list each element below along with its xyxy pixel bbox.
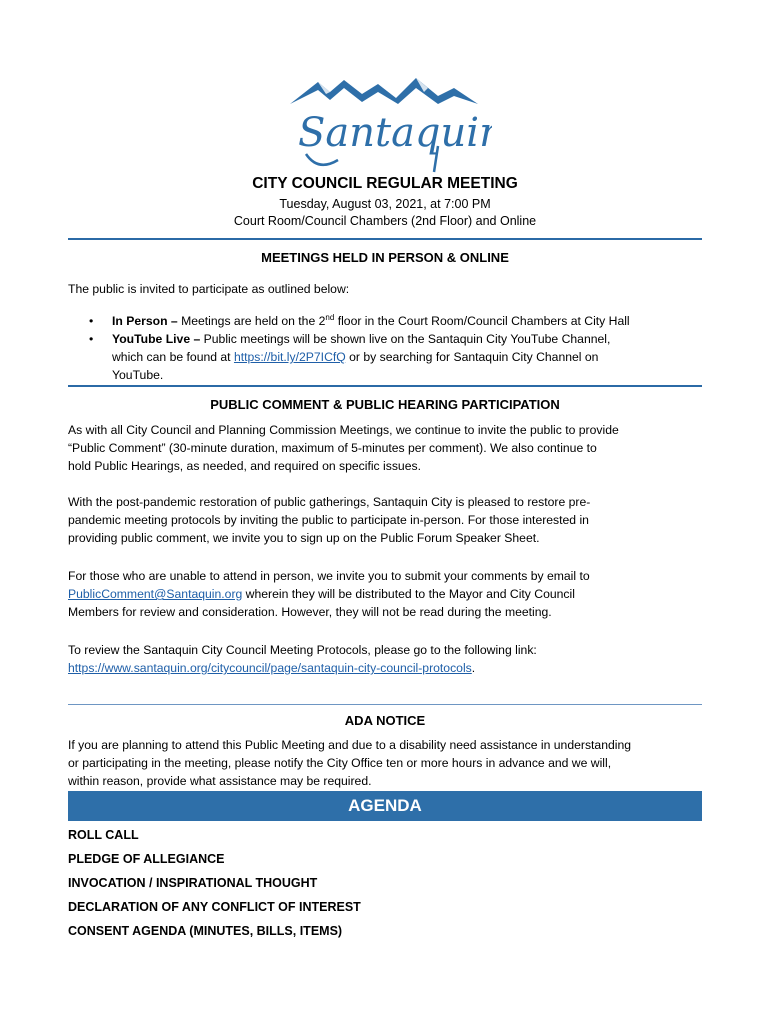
text-line	[68, 659, 708, 677]
text-line: “Public Comment” (30-minute duration, maximum of 5-minutes per comment). We also continue to	[68, 441, 597, 455]
meeting-location: Court Room/Council Chambers (2nd Floor) and Online	[233, 214, 537, 228]
text-line: providing public comment, we invite you to sign up on the Public Forum Speaker Sheet.	[68, 531, 540, 545]
meetings-intro: The public is invited to participate as outlined below:	[68, 282, 350, 296]
section-heading-public-comment: PUBLIC COMMENT & PUBLIC HEARING PARTICIPATION	[210, 397, 560, 412]
bullet-text: which can be found at	[112, 350, 234, 364]
agenda-item: DECLARATION OF ANY CONFLICT OF INTEREST	[68, 900, 361, 914]
superscript: nd	[325, 312, 335, 322]
bullet-text: or by searching for Santaquin City Channel on	[345, 350, 599, 364]
text-fragment: wherein they will be distributed to the Mayor and City Council	[242, 587, 575, 601]
divider	[68, 385, 702, 387]
agenda-item: ROLL CALL	[68, 828, 139, 842]
divider	[68, 704, 702, 705]
list-item	[86, 312, 706, 330]
text-line	[68, 585, 708, 603]
text-line: within reason, provide what assistance may be required.	[68, 774, 372, 788]
public-comment-paragraph-3	[68, 567, 708, 621]
text-line: For those who are unable to attend in person, we invite you to submit your comments by email to	[68, 569, 590, 583]
bullet-text: YouTube.	[112, 368, 164, 382]
text-line: To review the Santaquin City Council Meeting Protocols, please go to the following link:	[68, 643, 537, 657]
bullet-icon: •	[89, 314, 94, 328]
bullet-label: In Person –	[112, 314, 178, 328]
public-comment-paragraph-2	[68, 493, 708, 547]
agenda-item: CONSENT AGENDA (MINUTES, BILLS, ITEMS)	[68, 924, 343, 938]
text-line: pandemic meeting protocols by inviting the public to participate in-person. For those interested in	[68, 513, 589, 527]
public-comment-paragraph-1	[68, 421, 708, 475]
bullet-label: YouTube Live –	[112, 332, 201, 346]
section-heading-meetings: MEETINGS HELD IN PERSON & ONLINE	[261, 250, 509, 265]
public-comment-paragraph-4	[68, 641, 708, 677]
page-title: CITY COUNCIL REGULAR MEETING	[252, 175, 518, 192]
santaquin-logo	[278, 74, 492, 174]
text-line: hold Public Hearings, as needed, and required on specific issues.	[68, 459, 421, 473]
text-line: With the post-pandemic restoration of public gatherings, Santaquin City is pleased to restore pre-	[68, 495, 591, 509]
bullet-text: Public meetings will be shown live on the Santaquin City YouTube Channel,	[200, 332, 611, 346]
text-line: If you are planning to attend this Public Meeting and due to a disability need assistance in understanding	[68, 738, 632, 752]
email-link[interactable]: PublicComment@Santaquin.org	[68, 587, 243, 601]
agenda-heading: AGENDA	[68, 791, 702, 821]
text-line: or participating in the meeting, please notify the City Office ten or more hours in advance and we will,	[68, 756, 612, 770]
agenda-item: PLEDGE OF ALLEGIANCE	[68, 852, 225, 866]
bullet-icon: •	[89, 332, 94, 346]
text-line: As with all City Council and Planning Commission Meetings, we continue to invite the public to provide	[68, 423, 619, 437]
section-heading-ada: ADA NOTICE	[344, 713, 426, 728]
bullet-text: floor in the Court Room/Council Chambers at City Hall	[334, 314, 630, 328]
agenda-item: INVOCATION / INSPIRATIONAL THOUGHT	[68, 876, 318, 890]
protocols-link[interactable]: https://www.santaquin.org/citycouncil/page/santaquin-city-council-protocols	[68, 661, 472, 675]
meeting-date: Tuesday, August 03, 2021, at 7:00 PM	[279, 197, 491, 211]
logo-wordmark: Santaquin	[298, 110, 492, 156]
divider	[68, 238, 702, 240]
list-item	[86, 330, 706, 384]
ada-notice-text	[68, 736, 708, 790]
text-line: Members for review and consideration. However, they will not be read during the meeting.	[68, 605, 552, 619]
bullet-text: Meetings are held on the 2	[177, 314, 326, 328]
participation-list	[86, 312, 706, 384]
text-fragment: .	[471, 661, 476, 675]
youtube-link[interactable]: https://bit.ly/2P7ICfQ	[233, 350, 346, 364]
